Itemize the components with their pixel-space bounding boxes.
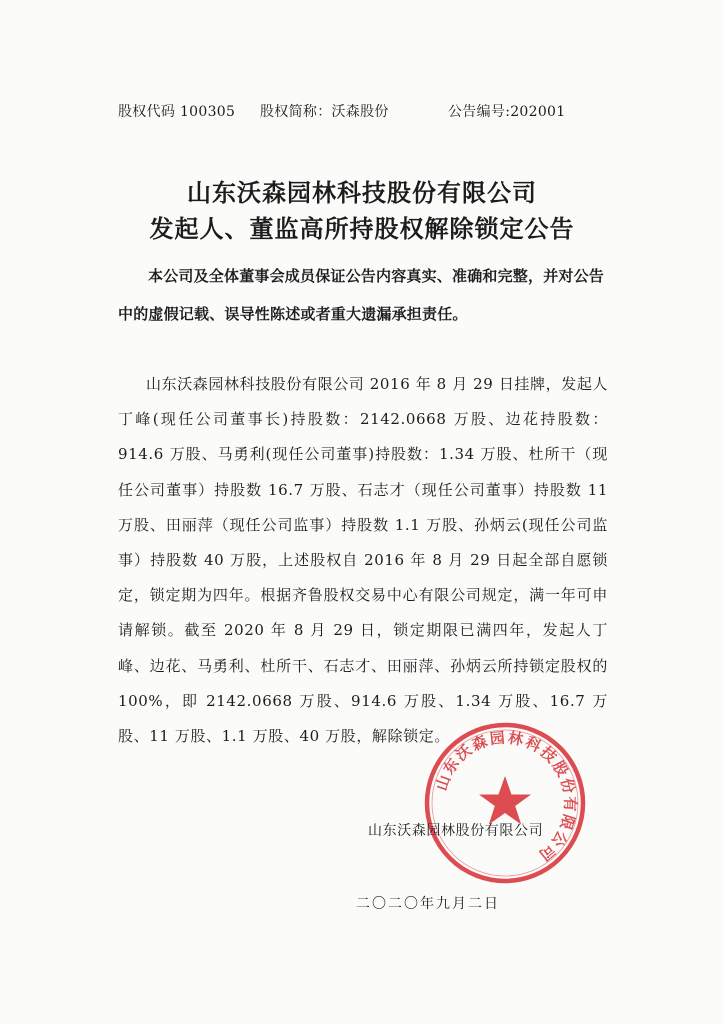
announcement-number: 公告编号:202001 — [448, 104, 566, 120]
announcement-date: 二〇二〇年九月二日 — [356, 896, 500, 912]
title-company: 山东沃森园林科技股份有限公司 — [187, 179, 537, 207]
equity-abbreviation: 股权简称：沃森股份 — [260, 104, 389, 120]
svg-text:山东沃森园林科技股份有限公司: 山东沃森园林科技股份有限公司 — [432, 728, 580, 866]
signing-company: 山东沃森园林股份有限公司 — [368, 823, 544, 839]
seal-star-icon — [479, 776, 531, 825]
company-seal-stamp — [420, 718, 590, 888]
announcement-body: 山东沃森园林科技股份有限公司 2016 年 8 月 29 日挂牌，发起人丁峰(现任公司董事长)持股数：2142.0668 万股、边花持股数：914.6 万股、马勇利(现任公司董事)持股数：1.34 万股、杜所干（现任公司董事）持股数 16.7 万股、石志才（现任公司董事）持股数 11 万股、田丽萍（现任公司监事）持股数 1.1 万股、孙炳云(现任公司监事）持股数 40 万股，上述股权自 2016 年 8 月 29 日起全部自愿锁定，锁定期为四年。根据齐鲁股权交易中心有限公司规定，满一年可申请解锁。截至 2020 年 8 月 29 日，锁定期限已满四年，发起人丁峰、边花、马勇利、杜所干、石志才、田丽萍、孙炳云所持锁定股权的 100%，即 2142.0668 万股、914.6 万股、1.34 万股、16.7 万股、11 万股、1.1 万股、40 万股，解除锁定。 — [118, 375, 609, 746]
equity-code: 股权代码 100305 — [118, 104, 236, 120]
title-subject: 发起人、董监高所持股权解除锁定公告 — [149, 215, 575, 243]
board-declaration: 本公司及全体董事会成员保证公告内容真实、准确和完整，并对公告中的虚假记载、误导性陈述或者重大遗漏承担责任。 — [118, 267, 605, 323]
document-header — [118, 101, 565, 121]
